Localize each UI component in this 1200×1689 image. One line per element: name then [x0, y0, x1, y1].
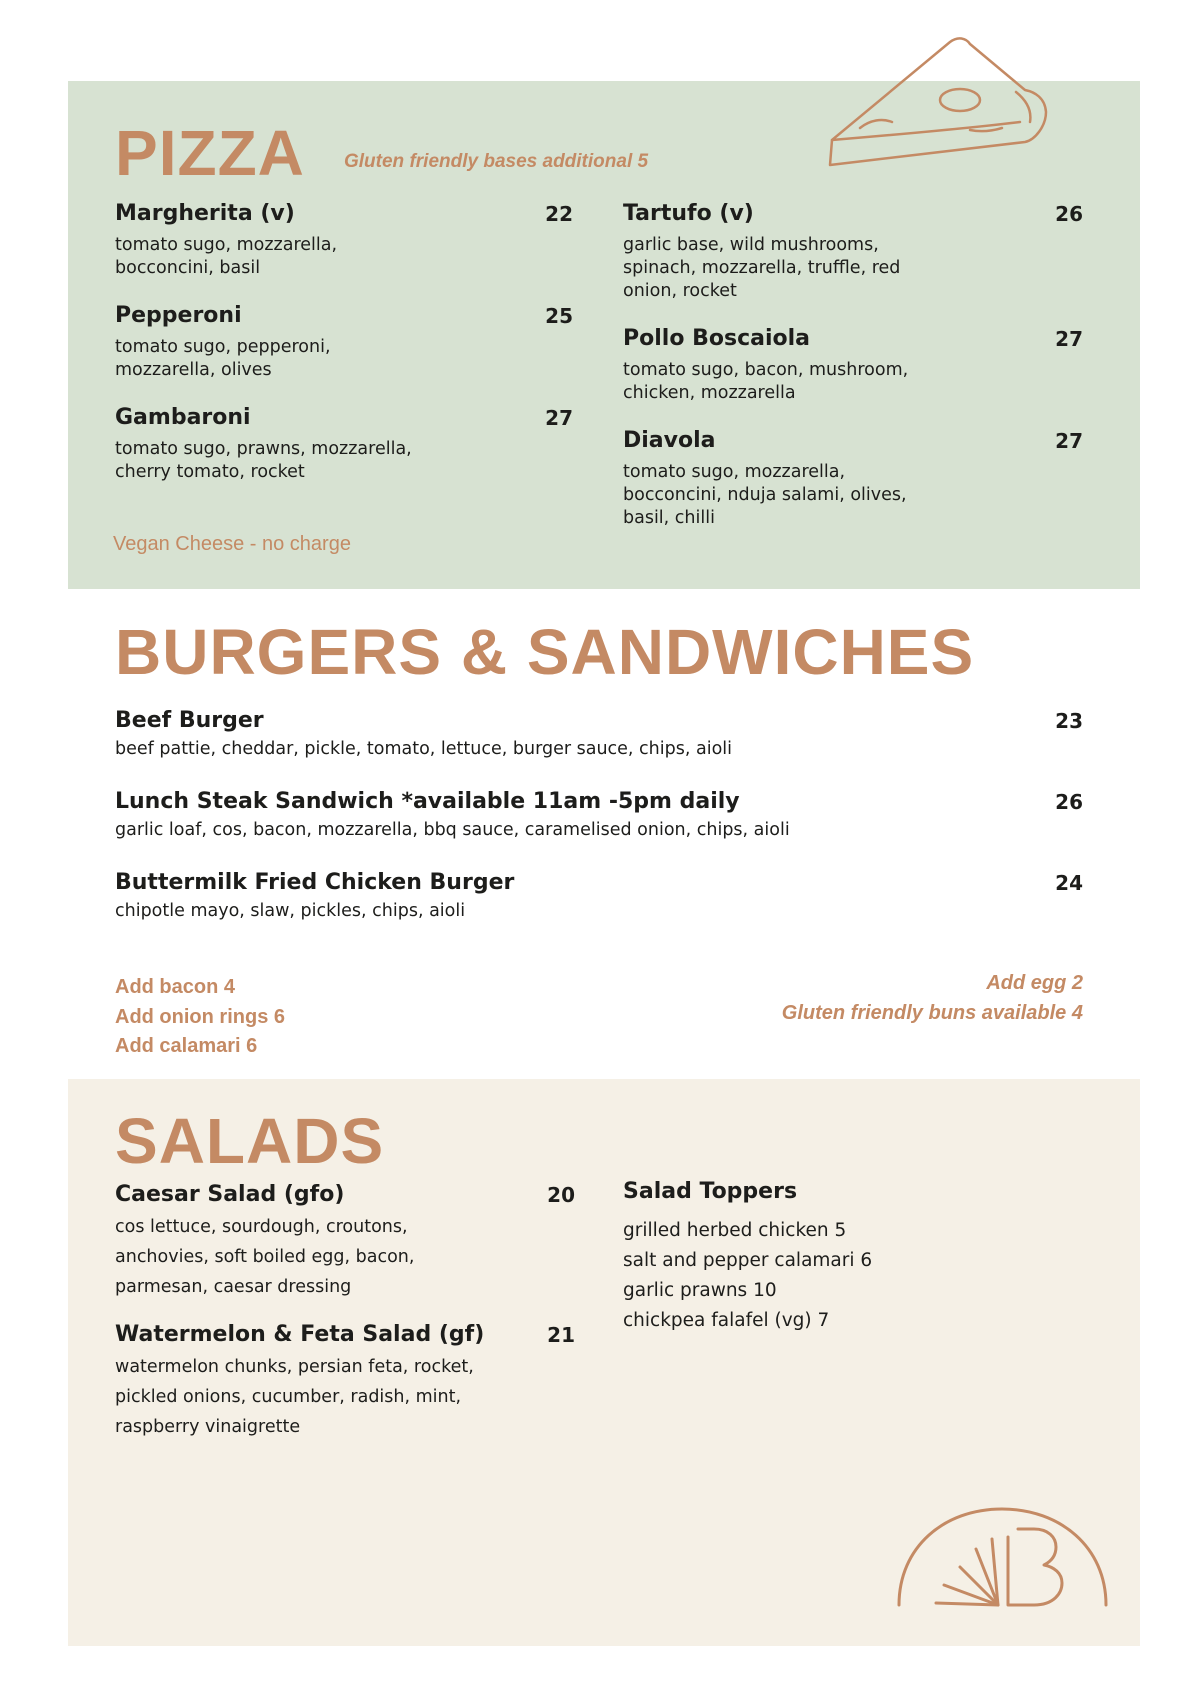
item-name: Lunch Steak Sandwich *available 11am -5pm daily [115, 789, 740, 814]
item-name: Pepperoni [115, 303, 242, 328]
menu-item [623, 428, 1083, 530]
item-name: Caesar Salad (gfo) [115, 1182, 345, 1207]
topper-item: salt and pepper calamari 6 [623, 1250, 873, 1271]
menu-item [115, 1322, 575, 1442]
toppers-title: Salad Toppers [623, 1179, 798, 1204]
menu-item [115, 303, 573, 382]
topper-item: chickpea falafel (vg) 7 [623, 1310, 830, 1331]
item-name: Pollo Boscaiola [623, 326, 810, 351]
addon-item: Gluten friendly buns available 4 [781, 1002, 1083, 1024]
item-description: cos lettuce, sourdough, croutons, anchovies, soft boiled egg, bacon, parmesan, caesar dressing [115, 1217, 415, 1297]
vegan-cheese-note: Vegan Cheese - no charge [113, 533, 351, 555]
topper-item: grilled herbed chicken 5 [623, 1220, 847, 1241]
pizza-title: PIZZA [115, 117, 305, 189]
item-price: 26 [1055, 790, 1083, 814]
item-description: tomato sugo, mozzarella, bocconcini, basil [115, 235, 338, 278]
item-price: 24 [1055, 871, 1083, 895]
item-price: 23 [1055, 709, 1083, 733]
menu-item [623, 201, 1083, 303]
item-name: Tartufo (v) [623, 201, 754, 226]
item-description: beef pattie, cheddar, pickle, tomato, lettuce, burger sauce, chips, aioli [115, 739, 732, 759]
item-name: Diavola [623, 428, 716, 453]
item-name: Beef Burger [115, 708, 264, 733]
salads-section [68, 1079, 1140, 1646]
item-description: watermelon chunks, persian feta, rocket, pickled onions, cucumber, radish, mint, raspberry vinaigrette [115, 1357, 474, 1437]
toppers-list [623, 1216, 872, 1336]
item-description: tomato sugo, mozzarella, bocconcini, nduja salami, olives, basil, chilli [623, 462, 907, 528]
item-description: garlic loaf, cos, bacon, mozzarella, bbq sauce, caramelised onion, chips, aioli [115, 820, 790, 840]
salad-toppers [623, 1179, 1023, 1205]
item-price: 20 [547, 1183, 575, 1207]
item-name: Watermelon & Feta Salad (gf) [115, 1322, 485, 1347]
pizza-gluten-note: Gluten friendly bases additional 5 [344, 151, 649, 172]
item-price: 25 [545, 304, 573, 328]
menu-item [623, 326, 1083, 405]
pizza-slice-icon [820, 30, 1070, 170]
burgers-title: BURGERS & SANDWICHES [115, 616, 975, 688]
item-description: tomato sugo, prawns, mozzarella, cherry tomato, rocket [115, 439, 412, 482]
item-price: 27 [1055, 429, 1083, 453]
addon-item: Add egg 2 [986, 972, 1083, 994]
item-price: 21 [547, 1323, 575, 1347]
salads-title: SALADS [115, 1105, 385, 1177]
menu-item [115, 201, 573, 280]
item-price: 26 [1055, 202, 1083, 226]
item-description: tomato sugo, pepperoni, mozzarella, olives [115, 337, 331, 380]
topper-item: garlic prawns 10 [623, 1280, 777, 1301]
item-price: 27 [545, 406, 573, 430]
menu-item [115, 1182, 575, 1302]
menu-item [115, 789, 1083, 842]
menu-item [115, 708, 1083, 761]
menu-item [115, 870, 1083, 923]
item-name: Gambaroni [115, 405, 251, 430]
sunrise-b-logo-icon [894, 1497, 1114, 1617]
item-description: garlic base, wild mushrooms, spinach, mozzarella, truffle, red onion, rocket [623, 235, 901, 301]
item-name: Margherita (v) [115, 201, 295, 226]
item-name: Buttermilk Fried Chicken Burger [115, 870, 515, 895]
addon-item: Add bacon 4 [115, 976, 236, 998]
addon-item: Add calamari 6 [115, 1035, 258, 1057]
menu-item [115, 405, 573, 484]
item-price: 22 [545, 202, 573, 226]
addon-item: Add onion rings 6 [115, 1006, 285, 1028]
item-description: tomato sugo, bacon, mushroom, chicken, mozzarella [623, 360, 909, 403]
item-description: chipotle mayo, slaw, pickles, chips, aioli [115, 901, 466, 921]
item-price: 27 [1055, 327, 1083, 351]
